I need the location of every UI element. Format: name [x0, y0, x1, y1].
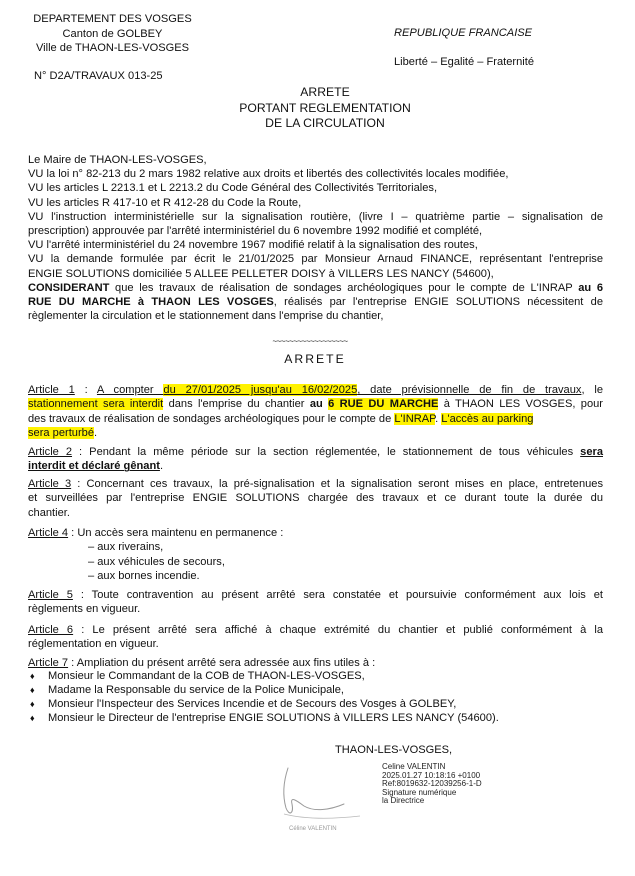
article-1-access: L'accès au parking [441, 412, 534, 425]
article-1-disturbed: sera perturbé [28, 427, 94, 440]
article-5 [28, 588, 603, 617]
dept-name: DEPARTEMENT DES VOSGES [33, 13, 192, 25]
document-title [220, 85, 430, 132]
article-4-item: – aux bornes incendie. [88, 570, 200, 583]
considerant-address-1: au 6 [578, 281, 604, 294]
mayor-line: Le Maire de THAON-LES-VOSGES, [28, 154, 207, 166]
signature-ref: Ref:8019632-12039256-1-D [382, 779, 482, 789]
republic-motto: Liberté – Egalité – Fraternité [394, 56, 534, 68]
vu-line-6a: VU la demande formulée par écrit le 21/01/2025 par Monsieur Arnaud FINANCE, représentant l'entreprise [28, 253, 603, 266]
considerant-text-2: , réalisés par l'entreprise ENGIE SOLUTIONS nécessitent de [273, 296, 603, 309]
city-name: Ville de THAON-LES-VOSGES [35, 42, 190, 54]
article-2-sera: sera [580, 446, 603, 458]
article-3-label: Article 3 [28, 478, 72, 490]
article-4-label: Article 4 [28, 527, 69, 539]
article-6-text-1: : Le présent arrêté sera affiché à chaque extrémité du chantier et publié conformément à la [73, 624, 603, 636]
diamond-bullet-icon: ♦ [30, 685, 35, 695]
article-1-line-3 [28, 412, 603, 426]
article-4-item: – aux riverains, [88, 541, 164, 554]
article-1-client: L'INRAP [394, 412, 436, 425]
recipient-item: Monsieur l'Inspecteur des Services Incendie et de Secours des Vosges à GOLBEY, [48, 698, 457, 710]
article-4-item: – aux véhicules de secours, [88, 555, 225, 568]
article-5-text-1: : Toute contravention au présent arrêté sera constatée et poursuivie conformément aux lois et [72, 589, 604, 601]
considerant-line-1 [28, 281, 603, 295]
article-1-sep: : [74, 384, 97, 396]
article-1-line-2 [28, 397, 603, 411]
arrete-heading: ARRETE [284, 352, 346, 366]
article-6-label: Article 6 [28, 624, 74, 636]
title-line-2: PORTANT REGLEMENTATION [239, 100, 411, 115]
article-1-purpose: des travaux de réalisation de sondages archéologiques pour le compte de [28, 412, 395, 425]
signer-name: Celine VALENTIN [382, 762, 446, 771]
recipient-item: Monsieur le Directeur de l'entreprise ENGIE SOLUTIONS à VILLERS LES NANCY (54600). [48, 712, 499, 724]
considerant-keyword: CONSIDERANT [28, 281, 110, 294]
article-5-line-1 [28, 588, 603, 602]
article-4 [28, 526, 603, 584]
vu-line-4b: prescription) approuvée par l'arrêté interministériel du 6 novembre 1992 modifié et complété, [28, 225, 483, 238]
considerant-text-1: que les travaux de réalisation de sondages archéologiques pour le compte de L'INRAP [109, 281, 579, 294]
article-2-forbidden: interdit et déclaré gênant [28, 460, 160, 473]
article-1-comma: , le [581, 384, 603, 396]
article-1-dot: . [435, 412, 442, 425]
title-line-1: ARRETE [300, 85, 350, 99]
vu-line-4a: VU l'instruction interministérielle sur la signalisation routière, (livre I – quatrième partie – signalisation de [28, 210, 603, 223]
article-1-forecast: , date prévisionnelle de fin de travaux [357, 384, 582, 396]
reference-number: N° D2A/TRAVAUX 013-25 [34, 70, 163, 82]
article-7-heading [28, 656, 603, 670]
article-1-city: à THAON LES VOSGES, pour [438, 398, 603, 411]
article-1-au: au [309, 398, 329, 411]
article-3-line-2: et surveillées par l'entreprise ENGIE SOLUTIONS chargée des travaux et ce durant toute la durée du [28, 492, 603, 505]
diamond-bullet-icon: ♦ [30, 713, 35, 723]
recipient-item: Monsieur le Commandant de la COB de THAON-LES-VOSGES, [48, 670, 365, 682]
article-3-line-3: chantier. [28, 506, 70, 519]
article-1-line-4 [28, 426, 603, 440]
tilde-separator: ~~~~~~~~~~~~~~~~~~ [272, 337, 348, 346]
signature-type: Signature numérique [382, 787, 457, 797]
article-4-line-1 [28, 526, 603, 540]
article-3-text-1: : Concernant ces travaux, la pré-signalisation et la signalisation seront mises en place, entretenues [71, 478, 603, 490]
signer-role: la Directrice [382, 796, 425, 806]
article-4-text: : Un accès sera maintenu en permanence : [68, 527, 284, 539]
article-1-line-1 [28, 383, 603, 397]
article-6 [28, 623, 603, 652]
signature-place: THAON-LES-VOSGES, [335, 744, 453, 756]
article-3 [28, 477, 603, 520]
vu-line-1: VU la loi n° 82-213 du 2 mars 1982 relative aux droits et libertés des collectivités locales modifiée, [28, 168, 509, 181]
article-1-address: 6 RUE DU MARCHE [328, 398, 439, 411]
article-6-line-1 [28, 623, 603, 637]
vu-line-3: VU les articles R 417-10 et R 412-28 du Code la Route, [28, 196, 302, 209]
article-2-end: . [159, 460, 164, 473]
diamond-bullet-icon: ♦ [30, 671, 35, 681]
article-2-line-1 [28, 445, 603, 459]
article-6-line-2: réglementation en vigueur. [28, 638, 159, 651]
article-2-label: Article 2 [28, 446, 73, 458]
diamond-bullet-icon: ♦ [30, 699, 35, 709]
preamble [28, 153, 603, 323]
vu-line-2: VU les articles L 2213.1 et L 2213.2 du Code Général des Collectivités Territoriales, [28, 182, 438, 195]
recipient-item: Madame la Responsable du service de la Police Municipale, [48, 684, 344, 696]
article-2-line-2 [28, 459, 603, 473]
article-5-line-2: règlements en vigueur. [28, 603, 141, 616]
considerant-address-2: RUE DU MARCHE à THAON LES VOSGES [28, 296, 274, 309]
signature-date: 2025.01.27 10:18:16 +0100 [382, 770, 481, 780]
article-1-dates: du 27/01/2025 jusqu'au 16/02/2025 [163, 384, 358, 396]
article-1-zone: dans l'emprise du chantier [163, 398, 310, 411]
vu-line-6b: ENGIE SOLUTIONS domiciliée 5 ALLEE PELLETER DOISY à VILLERS LES NANCY (54600), [28, 267, 494, 280]
article-1-parking-ban: stationnement sera interdit [28, 398, 164, 411]
article-7-text: : Ampliation du présent arrêté sera adressée aux fins utiles à : [68, 657, 376, 669]
republic-label: REPUBLIQUE FRANCAISE [394, 27, 533, 39]
signature-caption: Céline VALENTIN [289, 826, 337, 832]
article-1-label: Article 1 [28, 384, 75, 396]
article-7-label: Article 7 [28, 657, 69, 669]
article-1-from: A compter [96, 384, 164, 396]
canton-name: Canton de GOLBEY [62, 27, 163, 40]
article-2 [28, 445, 603, 474]
title-line-3: DE LA CIRCULATION [265, 116, 385, 130]
header-left [20, 12, 205, 56]
article-2-text: : Pendant la même période sur la section réglementée, le stationnement de tous véhicules [72, 446, 581, 458]
article-5-label: Article 5 [28, 589, 73, 601]
article-3-line-1 [28, 477, 603, 491]
handwritten-signature-icon [270, 760, 390, 830]
considerant-line-2 [28, 295, 603, 309]
article-1 [28, 383, 603, 441]
digital-signature-info [382, 763, 482, 806]
vu-line-5: VU l'arrêté interministériel du 24 novembre 1967 modifié relatif à la signalisation des routes, [28, 239, 478, 252]
article-1-end: . [93, 427, 98, 440]
considerant-line-3: règlementer la circulation et le stationnement dans l'emprise du chantier, [28, 310, 384, 323]
recipient-list [0, 670, 635, 730]
